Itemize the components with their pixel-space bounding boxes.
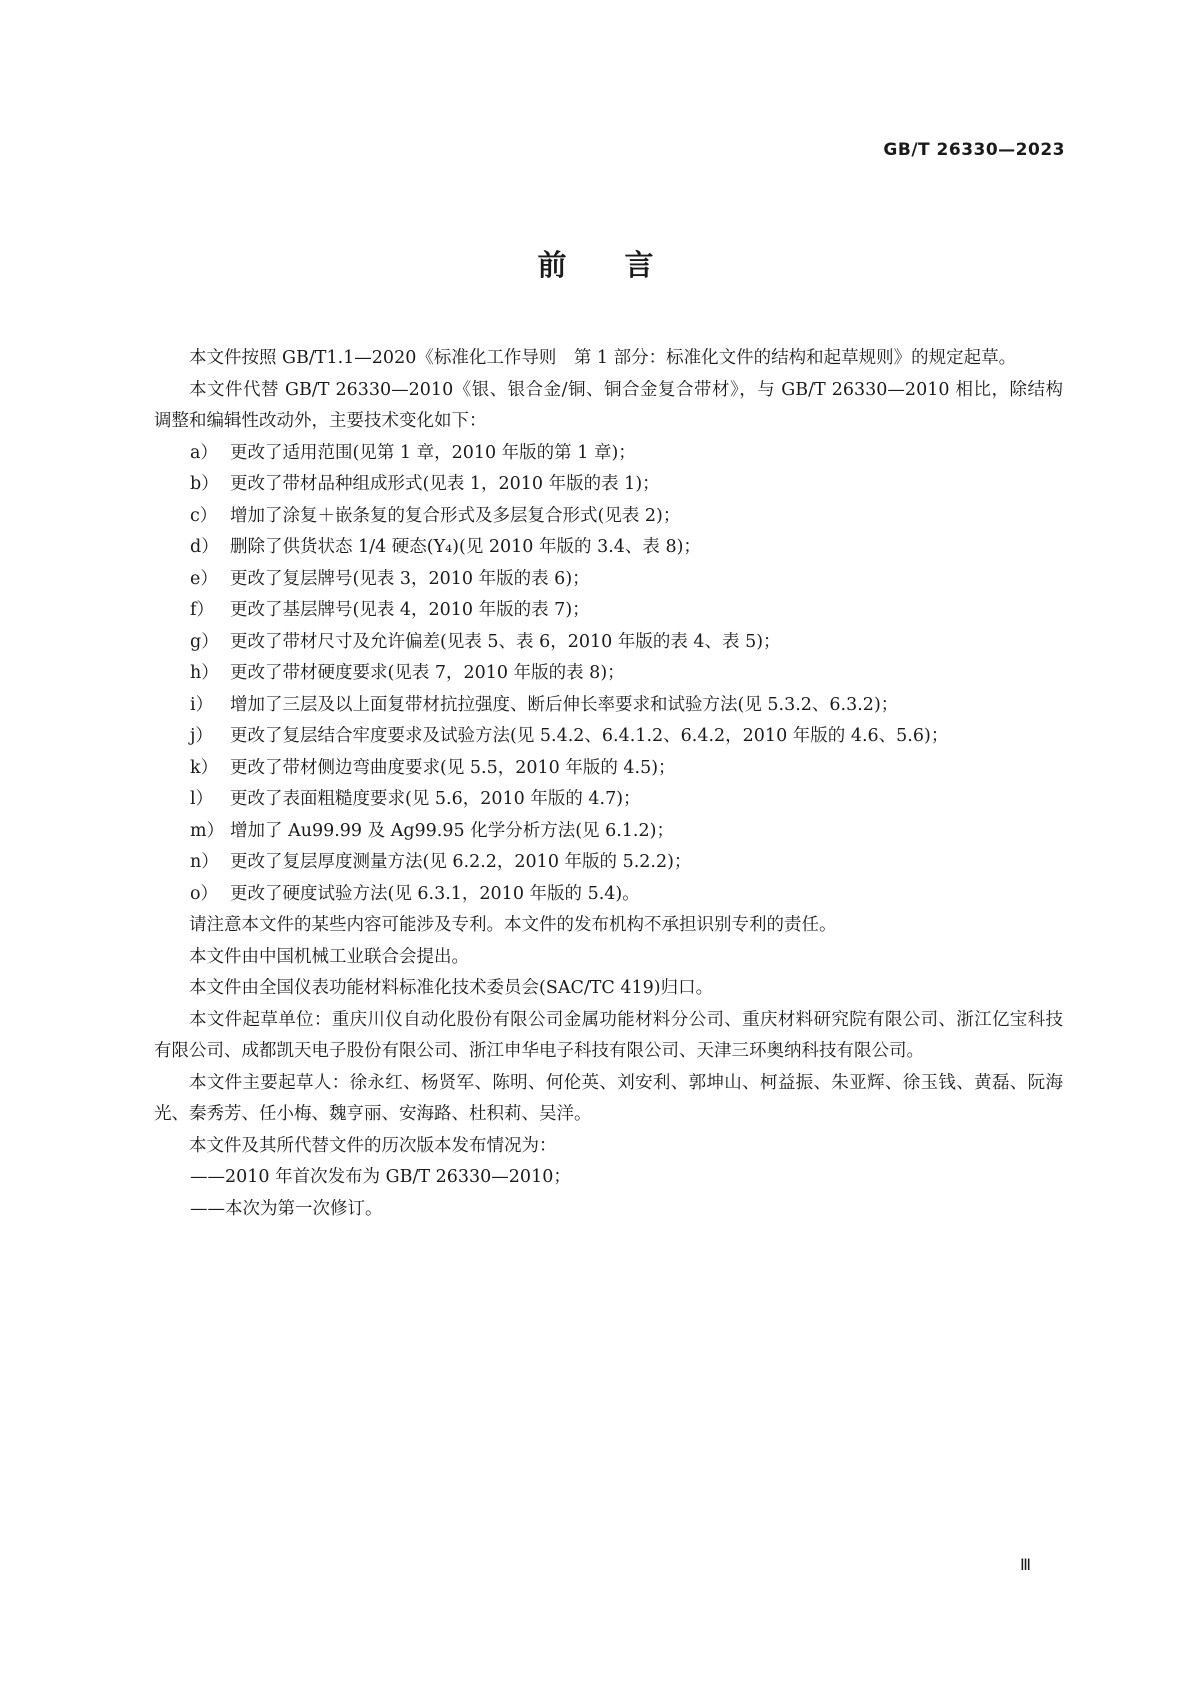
list-item	[154, 532, 1063, 564]
list-item-text: 更改了复层厚度测量方法(见 6.2.2，2010 年版的 5.2.2)；	[230, 852, 692, 872]
list-item-text: 更改了复层结合牢度要求及试验方法(见 5.4.2、6.4.1.2、6.4.2，2010 年版的 4.6、5.6)；	[230, 726, 949, 746]
list-item	[154, 501, 1063, 533]
document-body	[154, 343, 1063, 1225]
list-item-text: 更改了带材品种组成形式(见表 1，2010 年版的表 1)；	[230, 474, 660, 494]
list-item	[154, 690, 1063, 722]
list-marker: d）	[190, 537, 219, 557]
list-item	[154, 847, 1063, 879]
drafters-paragraph: 本文件主要起草人：徐永红、杨贤军、陈明、何伦英、刘安利、郭坤山、柯益振、朱亚辉、徐玉钱、黄磊、阮海光、秦秀芳、任小梅、魏亨丽、安海路、杜积莉、吴洋。	[154, 1072, 1063, 1124]
list-item-text: 删除了供货状态 1/4 硬态(Y₄)(见 2010 年版的 3.4、表 8)；	[230, 537, 701, 557]
list-item-text: 更改了带材侧边弯曲度要求(见 5.5，2010 年版的 4.5)；	[230, 757, 676, 778]
list-item	[154, 879, 1063, 911]
list-marker: c）	[190, 505, 218, 526]
list-marker: i）	[190, 694, 214, 715]
page-title: 前言	[537, 248, 712, 282]
list-item-text: 更改了表面粗糙度要求(见 5.6，2010 年版的 4.7)；	[230, 789, 641, 809]
list-marker: g）	[190, 631, 219, 652]
list-item	[154, 658, 1063, 690]
list-marker: l）	[190, 789, 214, 809]
list-marker: b）	[190, 474, 219, 494]
list-item	[154, 469, 1063, 501]
proposer-paragraph: 本文件由中国机械工业联合会提出。	[189, 946, 469, 967]
list-item-text: 增加了涂复＋嵌条复的复合形式及多层复合形式(见表 2)；	[230, 505, 681, 526]
list-marker: j）	[190, 726, 213, 746]
patent-notice: 请注意本文件的某些内容可能涉及专利。本文件的发布机构不承担识别专利的责任。	[189, 915, 837, 935]
list-item	[154, 438, 1063, 470]
list-marker: m）	[190, 820, 225, 841]
list-marker: o）	[190, 883, 219, 904]
list-item-text: 更改了复层牌号(见表 3，2010 年版的表 6)；	[230, 568, 590, 589]
list-item-text: 更改了适用范围(见第 1 章，2010 年版的第 1 章)；	[230, 442, 636, 463]
list-item	[154, 627, 1063, 659]
list-item-text: 增加了三层及以上面复带材抗拉强度、断后伸长率要求和试验方法(见 5.3.2、6.3.2)；	[230, 694, 899, 715]
drafting-units-paragraph: 本文件起草单位：重庆川仪自动化股份有限公司金属功能材料分公司、重庆材料研究院有限公司、浙江亿宝科技有限公司、成都凯天电子股份有限公司、浙江申华电子科技有限公司、天津三环奥纳科技有限公司。	[154, 1009, 1063, 1061]
list-marker: f）	[190, 600, 214, 620]
list-marker: k）	[190, 757, 219, 778]
list-item	[154, 721, 1063, 753]
intro-paragraph: 本文件代替 GB/T 26330—2010《银、银合金/铜、铜合金复合带材》，与 GB/T 26330—2010 相比，除结构调整和编辑性改动外，主要技术变化如下：	[154, 379, 1063, 431]
list-item	[154, 816, 1063, 848]
changes-list	[154, 438, 1063, 911]
history-heading: 本文件及其所代替文件的历次版本发布情况为：	[189, 1135, 557, 1156]
list-item	[154, 753, 1063, 785]
list-item-text: 增加了 Au99.99 及 Ag99.95 化学分析方法(见 6.1.2)；	[230, 820, 674, 841]
history-item: ——2010 年首次发布为 GB/T 26330—2010；	[190, 1167, 571, 1187]
list-item-text: 更改了硬度试验方法(见 6.3.1，2010 年版的 5.4)。	[230, 883, 640, 904]
list-item-text: 更改了带材硬度要求(见表 7，2010 年版的表 8)；	[230, 663, 625, 683]
list-marker: a）	[190, 442, 218, 463]
standard-number: GB/T 26330—2023	[883, 140, 1065, 160]
committee-paragraph: 本文件由全国仪表功能材料标准化技术委员会(SAC/TC 419)归口。	[189, 978, 714, 998]
list-item-text: 更改了基层牌号(见表 4，2010 年版的表 7)；	[230, 600, 590, 620]
intro-paragraph: 本文件按照 GB/T1.1—2020《标准化工作导则 第 1 部分：标准化文件的结构和起草规则》的规定起草。	[189, 348, 1017, 368]
list-item	[154, 595, 1063, 627]
page-number: Ⅲ	[1019, 1557, 1031, 1574]
list-item	[154, 564, 1063, 596]
list-marker: h）	[190, 663, 219, 683]
list-item	[154, 784, 1063, 816]
history-item: ——本次为第一次修订。	[190, 1198, 383, 1219]
list-marker: e）	[190, 568, 218, 589]
list-item-text: 更改了带材尺寸及允许偏差(见表 5、表 6，2010 年版的表 4、表 5)；	[230, 631, 781, 652]
list-marker: n）	[190, 852, 219, 872]
